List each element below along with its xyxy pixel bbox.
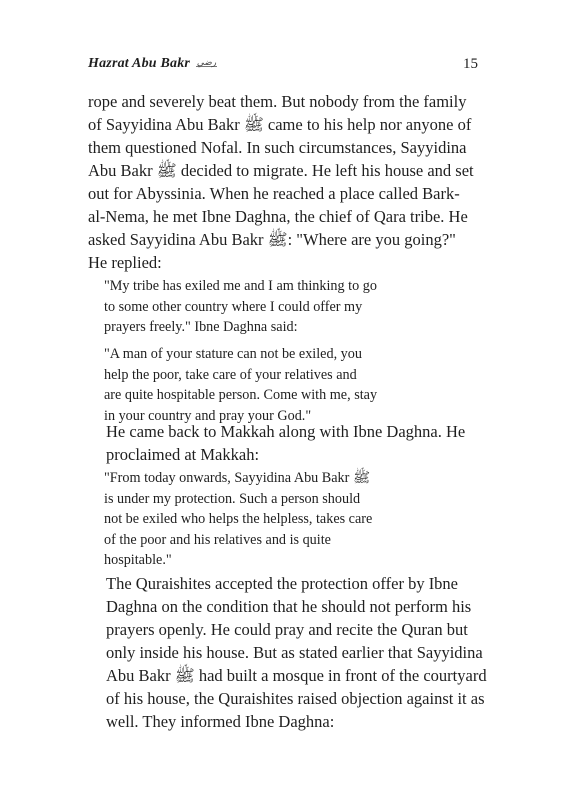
text-line: Abu Bakr ﷺ decided to migrate. He left his house and set <box>88 161 474 180</box>
block-quote-3 <box>104 468 456 571</box>
body-paragraph-3 <box>88 572 498 733</box>
block-quote-2 <box>104 344 456 426</box>
text-line: is under my protection. Such a person should <box>104 490 361 507</box>
text-line: not be exiled who helps the helpless, takes care <box>104 511 373 527</box>
text-line: asked Sayyidina Abu Bakr ﷺ: "Where are you going?" <box>88 230 456 249</box>
running-title <box>88 56 217 72</box>
text-line: well. They informed Ibne Daghna: <box>106 712 335 731</box>
body-paragraph-1 <box>88 90 498 274</box>
text-line: out for Abyssinia. When he reached a place called Bark- <box>88 184 460 203</box>
text-line: al-Nema, he met Ibne Daghna, the chief of Qara tribe. He <box>88 207 468 226</box>
text-line: help the poor, take care of your relatives and <box>104 366 357 383</box>
text-line: of his house, the Quraishites raised objection against it as <box>106 689 485 708</box>
text-line: prayers freely." Ibne Daghna said: <box>104 319 298 335</box>
text-line: Daghna on the condition that he should not perform his <box>106 597 472 616</box>
text-line: Abu Bakr ﷺ had built a mosque in front of the courtyard <box>106 666 487 685</box>
text-line: proclaimed at Makkah: <box>106 445 260 464</box>
text-line: The Quraishites accepted the protection offer by Ibne <box>106 574 459 593</box>
text-line: rope and severely beat them. But nobody from the family <box>88 92 467 111</box>
text-line: to some other country where I could offer my <box>104 298 363 315</box>
text-line: of Sayyidina Abu Bakr ﷺ came to his help nor anyone of <box>88 115 472 134</box>
text-line: He came back to Makkah along with Ibne Daghna. He <box>106 422 466 441</box>
text-line: hospitable." <box>104 552 172 568</box>
text-line: prayers openly. He could pray and recite the Quran but <box>106 620 468 639</box>
text-line: "My tribe has exiled me and I am thinking to go <box>104 278 377 294</box>
block-quote-1 <box>104 276 456 338</box>
text-line: "From today onwards, Sayyidina Abu Bakr ﷺ <box>104 470 371 486</box>
text-line: "A man of your stature can not be exiled, you <box>104 346 362 362</box>
running-title-text: Hazrat Abu Bakr <box>88 56 191 71</box>
page-number: 15 <box>463 56 478 72</box>
text-line: He replied: <box>88 253 162 272</box>
text-line: only inside his house. But as stated earlier that Sayyidina <box>106 643 483 662</box>
text-line: in your country and pray your God." <box>104 407 312 424</box>
body-paragraph-2 <box>88 420 498 466</box>
text-line: are quite hospitable person. Come with me, stay <box>104 387 378 403</box>
text-line: of the poor and his relatives and is quite <box>104 531 331 548</box>
honorific-symbol: رضي <box>196 57 217 67</box>
text-line: them questioned Nofal. In such circumstances, Sayyidina <box>88 138 467 157</box>
